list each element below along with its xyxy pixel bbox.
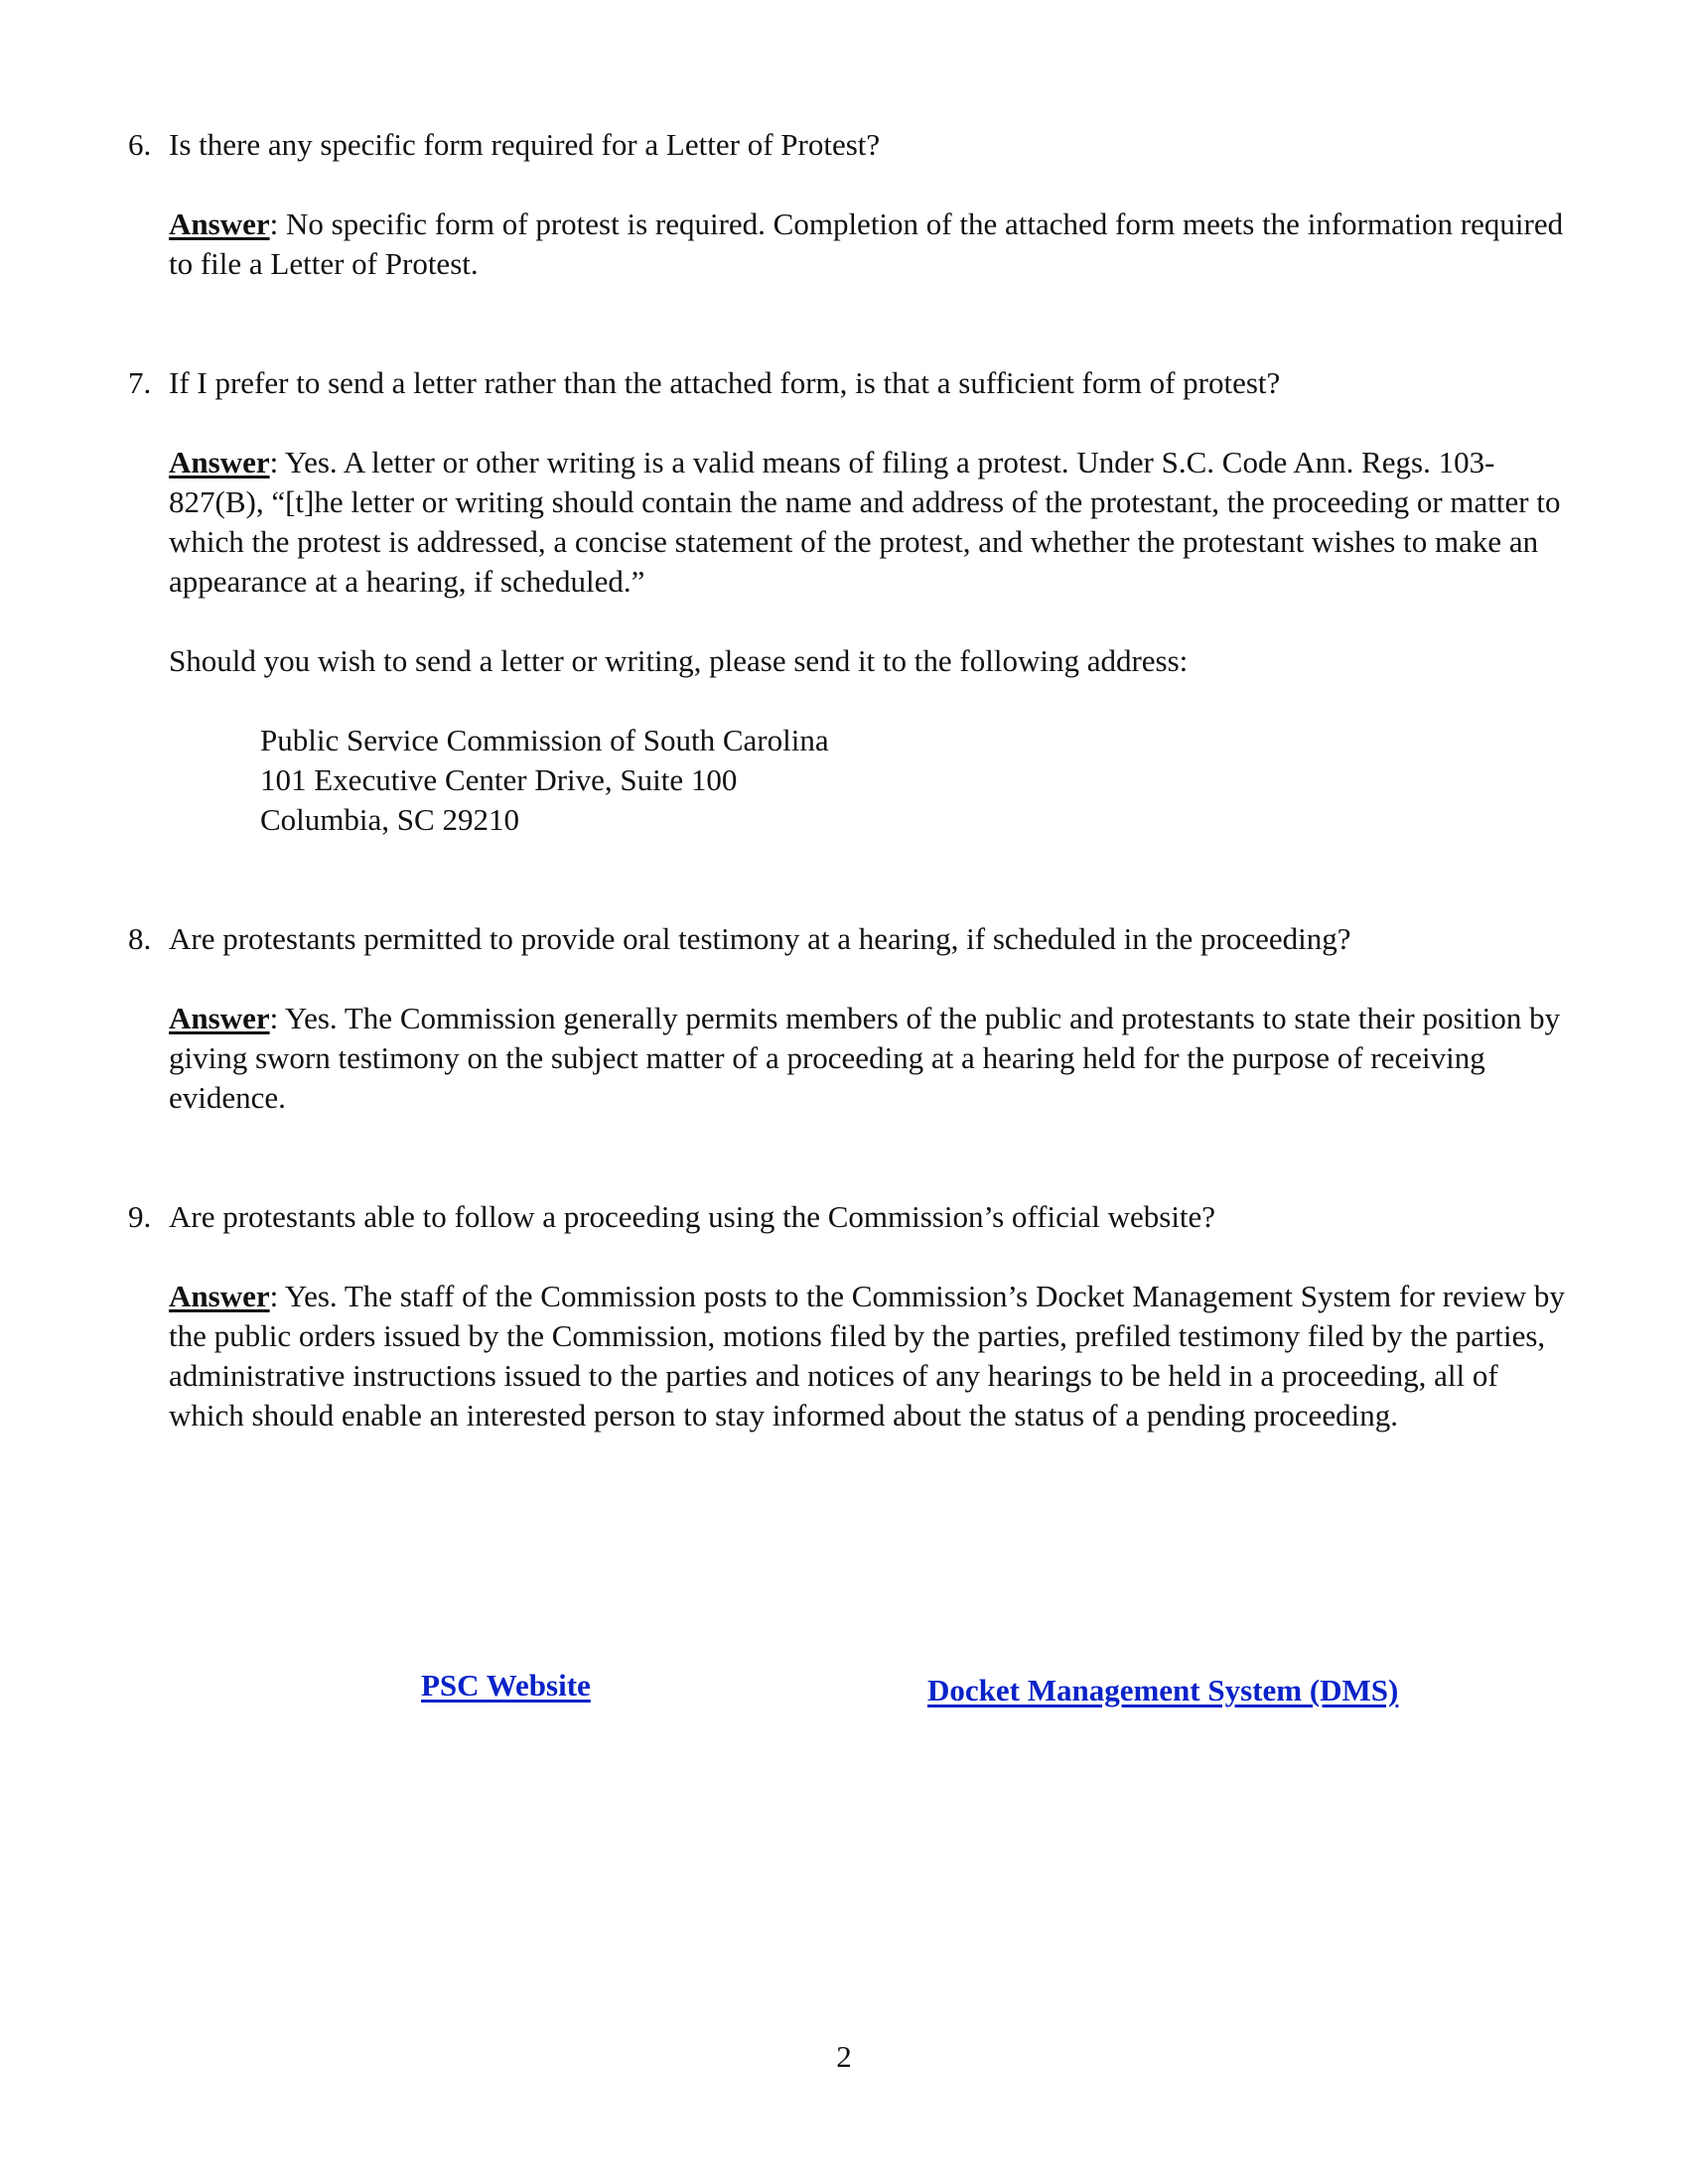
question-text: If I prefer to send a letter rather than the attached form, is that a sufficient form of protest? (169, 365, 1281, 400)
question-number: 7. (128, 365, 152, 400)
answer-text: : Yes. A letter or other writing is a valid means of filing a protest. Under S.C. Code Ann. Regs. 103-827(B), “[t]he letter or writing should contain the name and address of the protestant, the proceeding or matter to which the protest is addressed, a concise statement of the protest, and whether the protestant wishes to make an appearance at a hearing, if scheduled.” (169, 445, 1561, 599)
question-number: 8. (128, 921, 152, 956)
answer-9 (169, 1277, 1579, 1435)
answer-label: Answer (169, 206, 270, 241)
address-line: Columbia, SC 29210 (260, 802, 519, 837)
question-text: Are protestants permitted to provide oral testimony at a hearing, if scheduled in the proceeding? (169, 921, 1351, 956)
address-line: Public Service Commission of South Carolina (260, 723, 829, 757)
address-line: 101 Executive Center Drive, Suite 100 (260, 762, 738, 797)
answer-label: Answer (169, 445, 270, 479)
question-text: Is there any specific form required for a Letter of Protest? (169, 127, 881, 162)
answer-label: Answer (169, 1001, 270, 1035)
dms-link[interactable]: Docket Management System (DMS) (927, 1673, 1399, 1707)
answer-8 (169, 999, 1579, 1118)
answer-6 (169, 205, 1579, 284)
page-number: 2 (836, 2039, 852, 2074)
psc-website-link[interactable]: PSC Website (421, 1668, 591, 1703)
answer-text: : Yes. The staff of the Commission posts to the Commission’s Docket Management System for review by the public orders issued by the Commission, motions filed by the parties, prefiled testimony filed by the parties, administrative instructions issued to the parties and notices of any hearings to be held in a proceeding, all of which should enable an interested person to stay informed about the status of a pending proceeding. (169, 1279, 1565, 1433)
answer-label: Answer (169, 1279, 270, 1313)
address-intro: Should you wish to send a letter or writing, please send it to the following address: (169, 643, 1189, 678)
answer-text: : Yes. The Commission generally permits members of the public and protestants to state their position by giving sworn testimony on the subject matter of a proceeding at a hearing held for the purpose of receiving evidence. (169, 1001, 1561, 1115)
question-text: Are protestants able to follow a proceeding using the Commission’s official website? (169, 1199, 1216, 1234)
answer-text: : No specific form of protest is required. Completion of the attached form meets the information required to file a Letter of Protest. (169, 206, 1564, 281)
mailing-address (260, 721, 829, 840)
answer-7 (169, 443, 1579, 602)
question-number: 6. (128, 127, 152, 162)
question-number: 9. (128, 1199, 152, 1234)
